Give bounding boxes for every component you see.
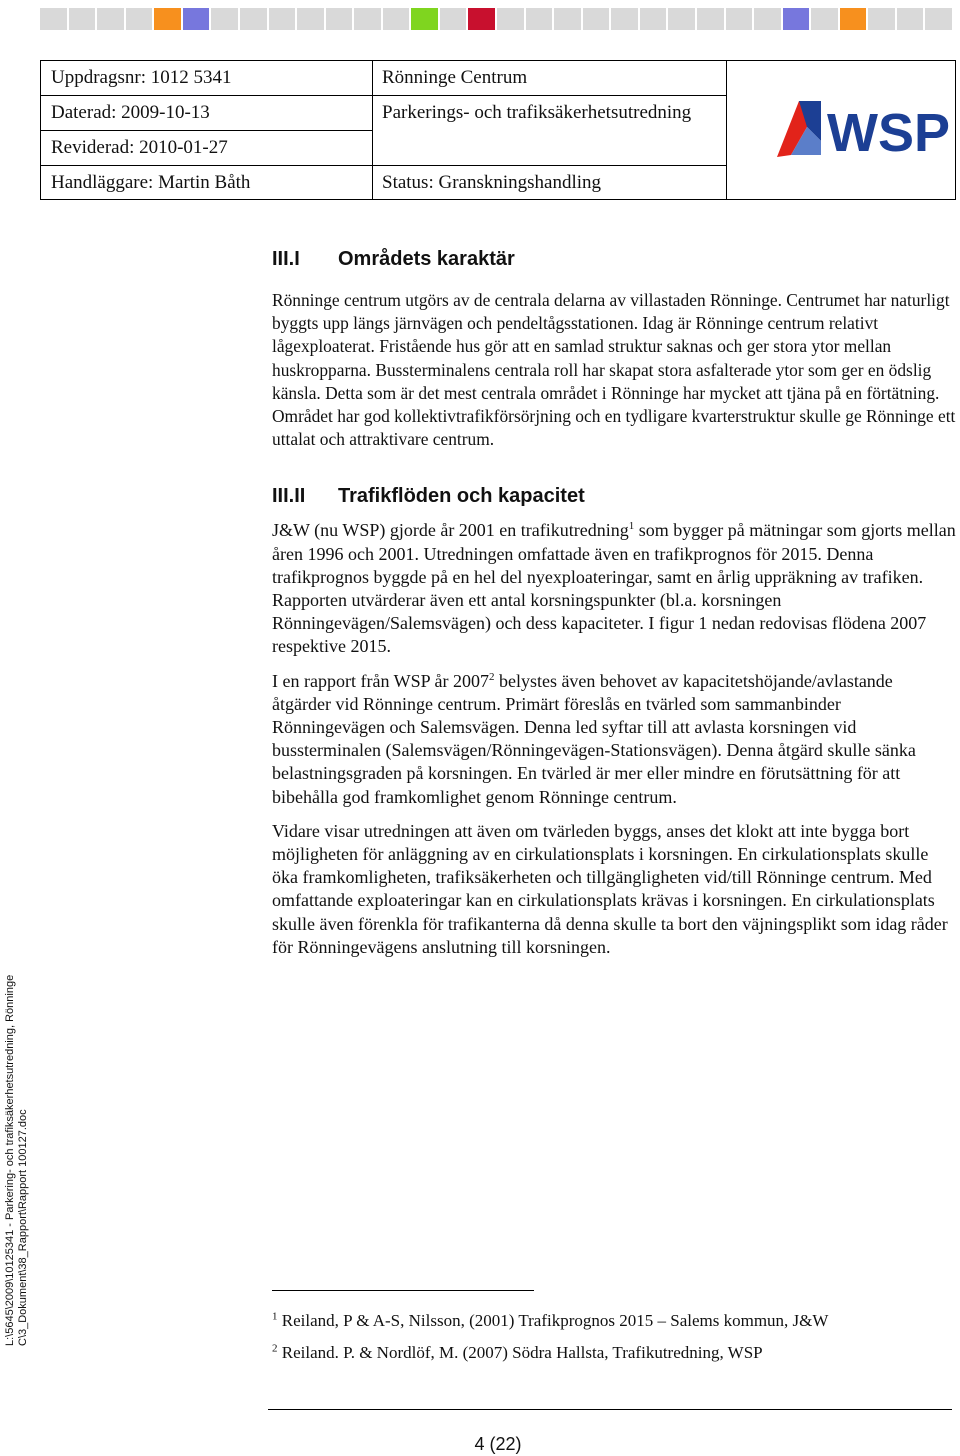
color-square bbox=[326, 8, 353, 30]
color-square bbox=[497, 8, 524, 30]
date-created: Daterad: 2009-10-13 bbox=[51, 102, 210, 123]
header-column-meta bbox=[41, 61, 373, 199]
color-square bbox=[354, 8, 381, 30]
color-square bbox=[440, 8, 467, 30]
color-square bbox=[583, 8, 610, 30]
section-number-1: III.I bbox=[272, 248, 300, 270]
footnote-2: $^2$ Reiland. P. & Nordlöf, M. (2007) Södra Hallsta, Trafikutredning, WSP bbox=[272, 1342, 763, 1362]
section-title-2: Trafikflöden och kapacitet bbox=[338, 485, 585, 508]
color-square bbox=[554, 8, 581, 30]
color-square bbox=[240, 8, 267, 30]
color-square bbox=[668, 8, 695, 30]
color-square bbox=[726, 8, 753, 30]
case-officer: Handläggare: Martin Båth bbox=[51, 172, 251, 193]
color-square bbox=[383, 8, 410, 30]
header-column-logo bbox=[727, 61, 955, 199]
color-strip bbox=[40, 8, 952, 30]
project-name: Rönninge Centrum bbox=[382, 67, 528, 88]
document-status: Status: Granskningshandling bbox=[382, 172, 602, 193]
section-heading-1 bbox=[272, 246, 956, 272]
footer-rule bbox=[268, 1409, 952, 1410]
report-title: Parkerings- och trafiksäkerhetsutredning bbox=[382, 102, 692, 123]
color-square bbox=[97, 8, 124, 30]
color-square bbox=[468, 8, 495, 30]
date-revised: Reviderad: 2010-01-27 bbox=[51, 137, 228, 158]
document-header bbox=[40, 60, 956, 200]
color-square bbox=[297, 8, 324, 30]
paragraph-roundabout: Vidare visar utredningen att även om tvärleden byggs, anses det klokt att inte bygga bort möjligheten för anläggning av en cirkulationsplats i korsningen. En cirkulationsplats skulle öka framkomligheten, trafiksäkerheten och tillgängligheten vid/till Rönninge centrum. Med omfattande exploateringar kan en cirkulationsplats krävas i korsningen. En cirkulationsplats skulle även förenkla för trafikanterna då denna skulle ta bort den väjningsplikt som idag råder för Rönningevägens anslutning till korsningen. bbox=[272, 820, 948, 957]
page-content bbox=[272, 240, 956, 959]
footnote-ref-1: 1 bbox=[628, 520, 635, 533]
paragraph-traffic-study: J&W (nu WSP) gjorde år 2001 en trafikutredning$^1$ som bygger på mätningar som gjorts mellan åren 1996 och 2001. Utredningen omfattade även en trafikprognos för 2015. Denna trafikprognos byggde på en hel del nyexploateringar, samt en årlig uppräkning av trafiken. Rapporten utvärderar även ett antal korsningspunkter (bl.a. korsningen Rönningevägen/Salemsvägen) och dess kapaciteter. I figur 1 nedan redovisas flödena 2007 respektive 2015. bbox=[272, 520, 956, 657]
color-square bbox=[126, 8, 153, 30]
color-square bbox=[783, 8, 810, 30]
header-column-project bbox=[372, 61, 727, 199]
color-square bbox=[697, 8, 724, 30]
wsp-logo bbox=[777, 97, 959, 159]
file-path-line-1: L:\5645\2009\10125341 - Parkering- och trafiksäkerhetsutredning, Rönninge bbox=[4, 974, 16, 1346]
footnote-ref-2: 2 bbox=[488, 670, 495, 683]
page-number: 4 (22) bbox=[474, 1434, 522, 1454]
color-square bbox=[154, 8, 181, 30]
color-square bbox=[754, 8, 781, 30]
paragraph-wsp-report: I en rapport från WSP år 2007$^2$ belystes även behovet av kapacitetshöjande/avlastande åtgärder vid Rönninge centrum. Primärt föreslås en tvärled som sammanbinder Rönningevägen och Salemsvägen. Denna led syftar till att avlasta korsningen vid bussterminalen (Salemsvägen/Rönningevägen-Stationsvägen). Denna åtgärd skulle sänka belastningsgraden på korsningen. En tvärled är mer eller mindre en förutsättning för att bibehålla god framkomlighet genom Rönninge centrum. bbox=[272, 670, 916, 807]
color-square bbox=[811, 8, 838, 30]
color-square bbox=[269, 8, 296, 30]
paragraph-area-character: Rönninge centrum utgörs av de centrala delarna av villastaden Rönninge. Centrumet har naturligt byggts upp längs järnvägen och pendeltågsstationen. Idag är Rönninge centrum relativt lågexploaterat. Fristående hus gör att en samlad struktur saknas och ger stora ytor mellan huskropparna. Bussterminalens centrala roll har skapat stora asfalterade ytor som ger en ödslig känsla. Detta som är det mest centrala området i Rönninge har mycket att tjäna på en förtätning. Området har god kollektivtrafikförsörjning och en tydligare kvarterstruktur skulle ge Rönninge ett uttalat och attraktivare centrum. bbox=[272, 290, 956, 450]
section-title-1: Områdets karaktär bbox=[338, 248, 515, 270]
footnote-separator bbox=[272, 1290, 534, 1291]
color-square bbox=[897, 8, 924, 30]
wsp-logo-text: WSP bbox=[827, 103, 951, 159]
color-square bbox=[411, 8, 438, 30]
color-square bbox=[40, 8, 67, 30]
footnote-1: $^1$ Reiland, P & A-S, Nilsson, (2001) Trafikprognos 2015 – Salems kommun, J&W bbox=[272, 1310, 829, 1330]
section-number-2: III.II bbox=[272, 485, 306, 508]
file-path-margin bbox=[4, 975, 30, 1346]
color-square bbox=[840, 8, 867, 30]
section-heading-2 bbox=[272, 483, 956, 509]
color-square bbox=[211, 8, 238, 30]
color-square bbox=[611, 8, 638, 30]
color-square bbox=[69, 8, 96, 30]
color-square bbox=[868, 8, 895, 30]
header-empty-cell bbox=[372, 131, 726, 165]
color-square bbox=[640, 8, 667, 30]
color-square bbox=[925, 8, 952, 30]
color-square bbox=[183, 8, 210, 30]
assignment-number: Uppdragsnr: 1012 5341 bbox=[51, 67, 232, 88]
file-path-line-2: C\3_Dokument\38_Rapport\Rapport 100127.doc bbox=[17, 1109, 29, 1346]
color-square bbox=[526, 8, 553, 30]
